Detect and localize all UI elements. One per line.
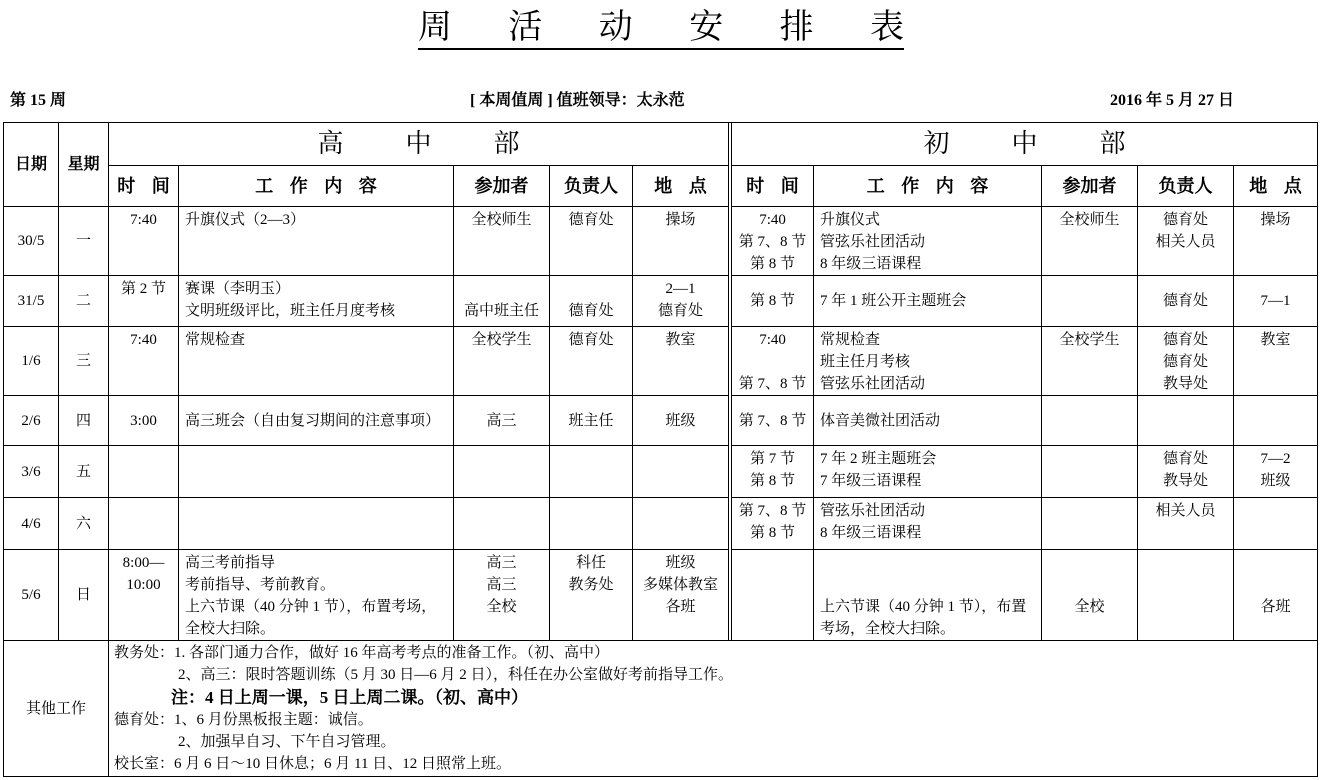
cell-line: 管弦乐社团活动 [820,234,926,250]
high-school-section-title: 高 中 部 [317,129,520,158]
middle-school-participants-cell [1042,327,1138,396]
cell-line: 第 7 节 [750,451,796,467]
schedule-row [4,327,1318,396]
cell-line: 一 [75,233,91,249]
middle-school-person-in-charge-cell [1138,498,1234,550]
other-work-content [109,641,1318,777]
high-school-work-content-cell [179,207,454,276]
cell-line: 各班 [665,599,696,615]
middle-school-location-cell [1234,327,1318,396]
middle-school-responsible-header: 负责人 [1138,166,1234,207]
cell-line: 4/6 [21,515,41,532]
cell-line [454,278,549,300]
cell-line: 德育处 [568,332,614,348]
middle-school-time-cell [732,446,814,498]
cell-line: 31/5 [17,293,45,309]
cell-line: 二 [75,293,91,309]
cell-line: 赛课（李明玉） [185,281,291,297]
middle-school-location-header: 地 点 [1234,166,1318,207]
date-cell [4,207,59,276]
other-work-line: 校长室：6 月 6 日～10 日休息；6 月 11 日、12 日照常上班。 [114,756,511,773]
cell-line [1234,574,1317,596]
high-school-responsible-header: 负责人 [550,166,633,207]
cell-line: 升旗仪式（2—3） [185,212,306,228]
cell-line: 高三 [486,412,517,429]
high-school-time-cell [109,207,179,276]
high-school-location-cell [633,327,729,396]
middle-school-person-in-charge-cell [1138,550,1234,641]
cell-line: 德育处 [658,303,704,319]
cell-line: 7:40 [130,332,157,348]
weekday-cell [59,446,109,498]
cell-line [1042,552,1137,574]
middle-school-work-content-cell [814,446,1042,498]
middle-school-work-content-cell [814,327,1042,396]
middle-school-location-cell [1234,550,1318,641]
high-school-time-cell [109,276,179,327]
cell-line: 文明班级评比，班主任月度考核 [185,303,396,319]
cell-line: 高三 [486,555,517,571]
high-school-person-in-charge-cell [550,446,633,498]
middle-school-person-in-charge-cell [1138,207,1234,276]
middle-school-participants-cell [1042,276,1138,327]
cell-line: 第 7、8 节 [738,503,807,519]
middle-school-section-title: 初 中 部 [923,129,1126,158]
date-cell [4,498,59,550]
cell-line: 第 8 节 [750,256,796,272]
middle-school-person-in-charge-cell [1138,276,1234,327]
cell-line: 1/6 [21,353,41,369]
middle-school-work-content-cell [814,396,1042,446]
document-date: 2016 年 5 月 27 日 [1110,92,1235,109]
cell-line: 常规检查 [185,332,246,348]
cell-line: 第 8 节 [750,525,796,541]
middle-school-time-cell [732,327,814,396]
cell-line: 操场 [1260,212,1291,228]
cell-line [1042,574,1137,596]
weekday-column-label: 星期 [67,155,100,173]
high-school-participants-cell [454,396,550,446]
middle-school-location-cell [1234,498,1318,550]
high-school-participants-cell [454,327,550,396]
cell-line: 上六节课（40 分钟 1 节），布置考场， [185,599,437,615]
cell-line: 2/6 [21,412,41,429]
cell-line: 7 年级三语课程 [820,473,922,489]
high-school-location-header: 地 点 [633,166,729,207]
middle-school-section-header [732,123,1318,166]
cell-line: 德育处 [568,212,614,228]
cell-line: 全校学生 [1059,332,1120,348]
high-school-time-cell [109,446,179,498]
other-work-label [4,641,109,777]
cell-line: 全校大扫除。 [185,621,276,637]
cell-line: 3:00 [130,412,157,429]
cell-line: 上六节课（40 分钟 1 节），布置 [820,599,1027,615]
cell-line: 科任 [575,555,606,571]
high-school-time-cell [109,327,179,396]
weekday-cell [59,550,109,641]
middle-school-work-content-cell [814,276,1042,327]
cell-line: 班主任 [568,412,614,429]
cell-line: 德育处 [1163,354,1209,370]
cell-line: 高三 [486,577,517,593]
schedule-row [4,550,1318,641]
cell-line: 全校师生 [1059,212,1120,228]
middle-school-work-content-cell [814,498,1042,550]
cell-line: 管弦乐社团活动 [820,376,926,392]
cell-line: 考前指导、考前教育。 [185,577,336,593]
cell-line: 全校 [486,599,517,615]
cell-line: 教导处 [1163,376,1209,392]
weekday-cell [59,396,109,446]
other-work-note: 注：4 日上周一课，5 日上周二课。（初、高中） [171,687,528,707]
cell-line: 多媒体教室 [643,577,719,593]
page-title: 周 活 动 安 排 表 [418,8,904,50]
cell-line: 2—1 [665,281,696,297]
cell-line: 7:40 [759,332,786,348]
cell-line: 第 8 节 [750,293,796,309]
high-school-person-in-charge-cell [550,276,633,327]
middle-school-person-in-charge-cell [1138,446,1234,498]
other-work-line: 2、高三：限时答题训练（5 月 30 日—6 月 2 日），科任在办公室做好考前指导工作。 [178,667,734,684]
high-school-location-cell [633,446,729,498]
high-school-participants-cell [454,276,550,327]
cell-line: 教室 [665,332,696,348]
cell-line: 五 [75,463,91,480]
cell-line: 管弦乐社团活动 [820,503,926,519]
high-school-content-header: 工 作 内 容 [179,166,454,207]
cell-line: 高三班会（自由复习期间的注意事项） [185,412,441,429]
date-cell [4,327,59,396]
other-work-line: 教务处：1. 各部门通力合作，做好 16 年高考考点的准备工作。（初、高中） [114,645,610,661]
high-school-participants-header: 参加者 [454,166,550,207]
middle-school-work-content-cell [814,550,1042,641]
high-school-time-cell [109,550,179,641]
high-school-location-cell [633,396,729,446]
cell-line: 高中班主任 [463,303,539,319]
date-cell [4,396,59,446]
cell-line: 德育处 [1163,293,1209,309]
high-school-person-in-charge-cell [550,550,633,641]
middle-school-person-in-charge-cell [1138,396,1234,446]
date-cell [4,446,59,498]
date-cell [4,276,59,327]
cell-line: 相关人员 [1155,234,1216,250]
section-header-row [4,123,1318,166]
high-school-person-in-charge-cell [550,327,633,396]
cell-line: 第 7、8 节 [738,376,807,392]
cell-line: 全校师生 [471,212,532,228]
cell-line: 7—1 [1260,293,1291,309]
cell-line: 常规检查 [820,332,881,348]
cell-line: 8 年级三语课程 [820,525,922,541]
cell-line: 三 [75,353,91,369]
other-work-label-text: 其他工作 [25,700,86,717]
middle-school-participants-cell [1042,207,1138,276]
schedule-body [4,207,1318,641]
cell-line: 7 年 1 班公开主题班会 [820,293,967,309]
date-column-header [4,123,59,207]
middle-school-work-content-cell [814,207,1042,276]
middle-school-participants-cell [1042,550,1138,641]
middle-school-location-cell [1234,396,1318,446]
date-cell [4,550,59,641]
cell-line: 7—2 [1260,451,1291,467]
high-school-work-content-cell [179,550,454,641]
high-school-location-cell [633,276,729,327]
high-school-location-cell [633,207,729,276]
cell-line: 教室 [1260,332,1291,348]
schedule-row [4,446,1318,498]
middle-school-time-cell [732,276,814,327]
cell-line: 各班 [1260,599,1291,615]
cell-line: 8:00— [122,555,165,571]
middle-school-participants-cell [1042,446,1138,498]
high-school-person-in-charge-cell [550,207,633,276]
middle-school-location-cell [1234,446,1318,498]
cell-line: 高三考前指导 [185,555,276,571]
high-school-section-header [109,123,729,166]
cell-line: 7:40 [130,212,157,228]
high-school-participants-cell [454,550,550,641]
cell-line: 3/6 [21,463,41,480]
high-school-person-in-charge-cell [550,498,633,550]
weekday-column-header [59,123,109,207]
weekday-cell [59,207,109,276]
cell-line: 班级 [1260,473,1291,489]
high-school-work-content-cell [179,396,454,446]
cell-line: 日 [75,587,91,603]
cell-line: 德育处 [1163,451,1209,467]
cell-line: 考场，全校大扫除。 [820,621,956,637]
cell-line: 10:00 [126,577,161,593]
schedule-row [4,396,1318,446]
middle-school-location-cell [1234,207,1318,276]
high-school-participants-cell [454,498,550,550]
cell-line: 体音美微社团活动 [820,412,941,429]
high-school-work-content-cell [179,327,454,396]
cell-line: 第 7、8 节 [738,234,807,250]
cell-line: 第 7、8 节 [738,412,807,429]
cell-line: 第 2 节 [120,281,166,297]
middle-school-location-cell [1234,276,1318,327]
high-school-work-content-cell [179,446,454,498]
duty-leader: [ 本周值周 ] 值班领导：太永范 [470,92,685,109]
cell-line: 30/5 [17,233,45,249]
other-work-row [4,641,1318,777]
week-number: 第 15 周 [10,92,67,109]
cell-line: 六 [75,515,91,532]
cell-line [820,552,1041,574]
high-school-work-content-cell [179,498,454,550]
cell-line: 教导处 [1163,473,1209,489]
cell-line [1234,552,1317,574]
schedule-row [4,276,1318,327]
cell-line: 教务处 [568,577,614,593]
schedule-table [3,122,1318,777]
high-school-participants-cell [454,207,550,276]
cell-line: 德育处 [1163,332,1209,348]
cell-line: 7:40 [759,212,786,228]
weekday-cell [59,276,109,327]
cell-line: 相关人员 [1155,503,1216,519]
cell-line: 全校学生 [471,332,532,348]
high-school-location-cell [633,550,729,641]
other-work-line: 德育处：1、6 月份黑板报主题：诚信。 [114,711,373,728]
cell-line: 8 年级三语课程 [820,256,922,272]
high-school-time-cell [109,498,179,550]
cell-line: 德育处 [568,303,614,319]
high-school-person-in-charge-cell [550,396,633,446]
cell-line: 操场 [665,212,696,228]
high-school-work-content-cell [179,276,454,327]
middle-school-time-cell [732,550,814,641]
other-work-line: 2、加强早自习、下午自习管理。 [178,734,396,751]
middle-school-content-header: 工 作 内 容 [814,166,1042,207]
middle-school-time-cell [732,396,814,446]
cell-line: 5/6 [21,587,41,603]
middle-school-participants-cell [1042,498,1138,550]
cell-line: 升旗仪式 [820,212,881,228]
middle-school-time-cell [732,498,814,550]
high-school-time-header: 时 间 [109,166,179,207]
middle-school-participants-header: 参加者 [1042,166,1138,207]
middle-school-time-cell [732,207,814,276]
high-school-time-cell [109,396,179,446]
middle-school-participants-cell [1042,396,1138,446]
schedule-row [4,207,1318,276]
cell-line: 班主任月考核 [820,354,911,370]
cell-line: 班级 [665,555,696,571]
middle-school-time-header: 时 间 [732,166,814,207]
cell-line [820,574,1041,596]
cell-line: 四 [75,412,91,429]
cell-line [732,351,813,373]
date-column-label: 日期 [14,155,47,173]
cell-line: 7 年 2 班主题班会 [820,451,937,467]
cell-line [550,278,632,300]
cell-line: 班级 [665,412,696,429]
high-school-participants-cell [454,446,550,498]
middle-school-person-in-charge-cell [1138,327,1234,396]
cell-line: 德育处 [1163,212,1209,228]
column-header-row [4,166,1318,207]
weekday-cell [59,327,109,396]
high-school-location-cell [633,498,729,550]
cell-line: 第 8 节 [750,473,796,489]
weekday-cell [59,498,109,550]
cell-line: 全校 [1074,599,1105,615]
schedule-row [4,498,1318,550]
